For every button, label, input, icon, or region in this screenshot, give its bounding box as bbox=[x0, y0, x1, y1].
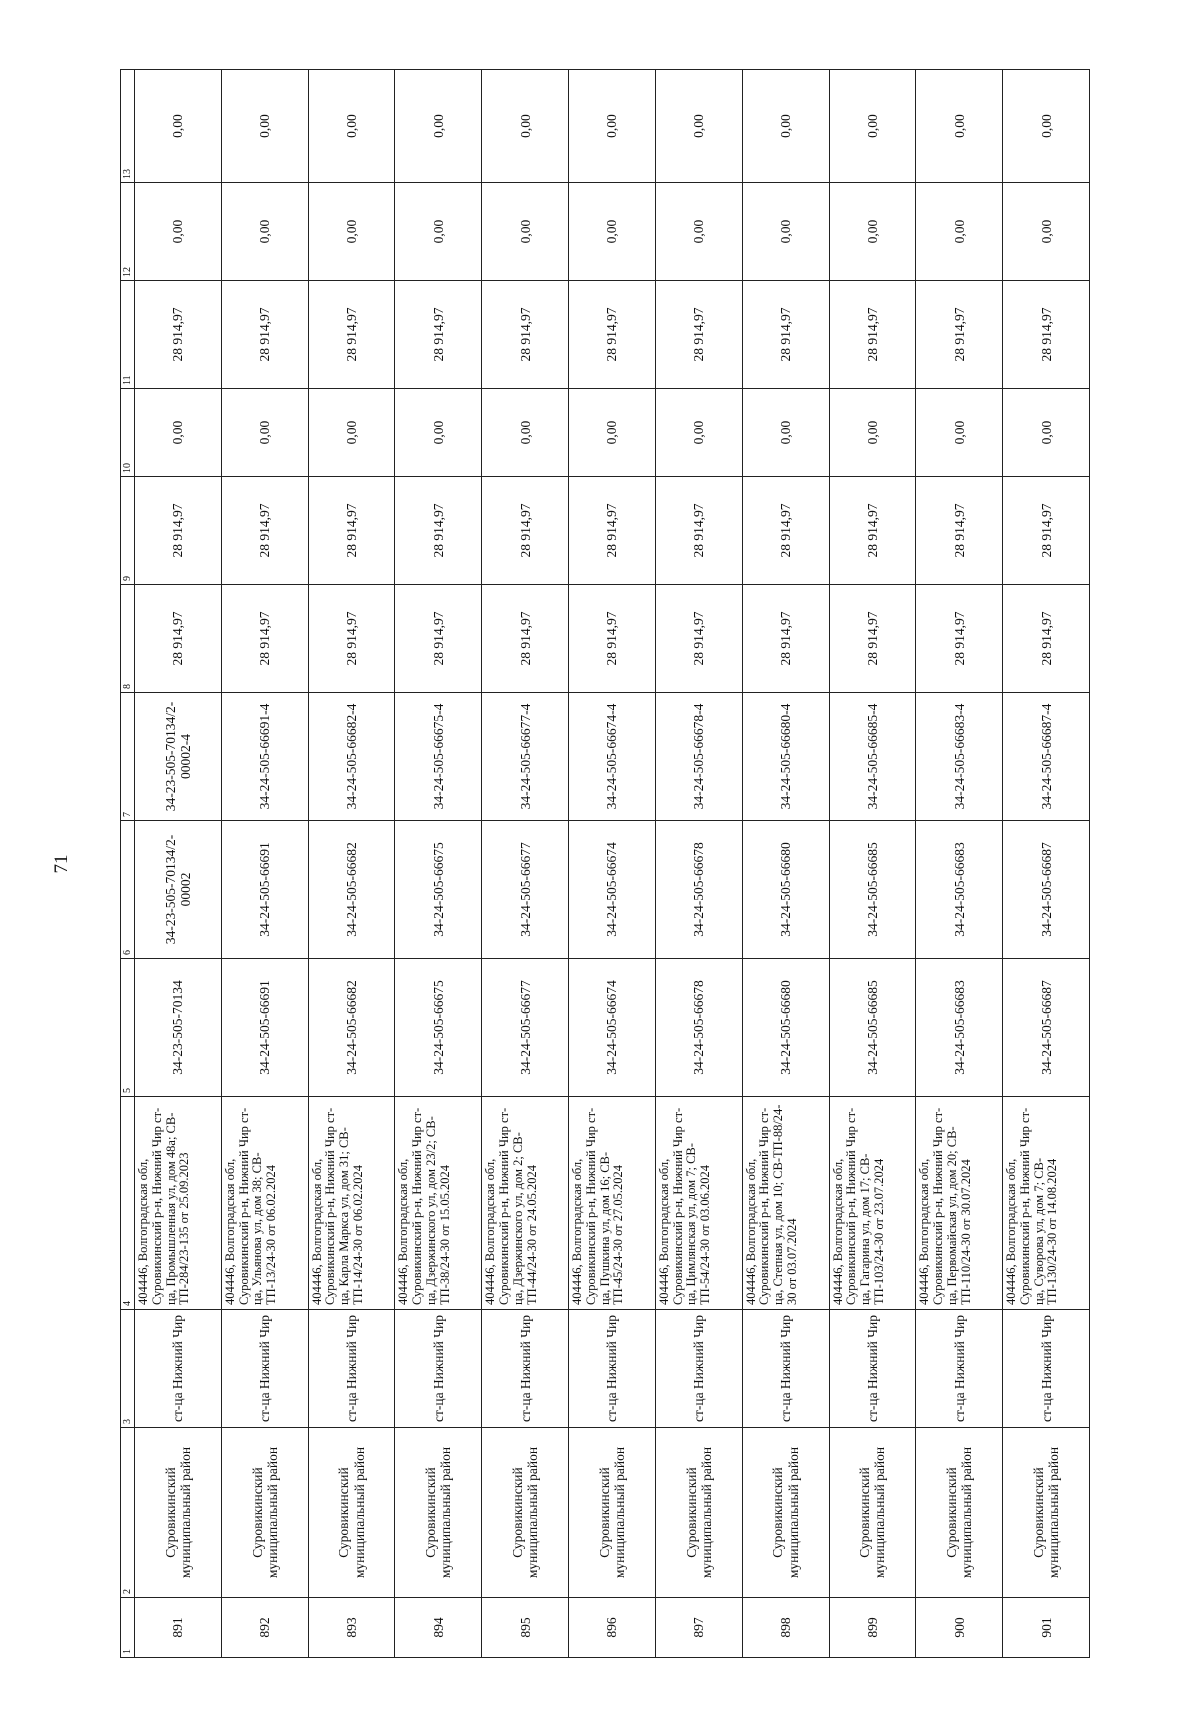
cell-amount-accrued: 28 914,97 bbox=[742, 477, 829, 585]
cell-amount-penalty: 0,00 bbox=[221, 183, 308, 281]
cell-district: Суровикинский муниципальный район bbox=[655, 1428, 742, 1598]
cell-address-contract: 404446, Волгоградская обл, Суровикинский р-н, Нижний Чир ст-ца, Дзержинского ул, дом 23/2; СВ-ТП-38/24-30 от 15.05.2024 bbox=[395, 1097, 482, 1310]
cell-amount-penalty: 0,00 bbox=[135, 183, 222, 281]
cell-settlement: ст-ца Нижний Чир bbox=[742, 1310, 829, 1428]
cell-cadastral-number: 34-24-505-66675 bbox=[395, 959, 482, 1097]
cell-address-contract: 404446, Волгоградская обл, Суровикинский р-н, Нижний Чир ст-ца, Цимлянская ул, дом 7; СВ-ТП-54/24-30 от 03.06.2024 bbox=[655, 1097, 742, 1310]
cell-settlement: ст-ца Нижний Чир bbox=[916, 1310, 1003, 1428]
column-header-amount-penalty: 12 bbox=[121, 183, 135, 281]
cell-settlement: ст-ца Нижний Чир bbox=[1003, 1310, 1090, 1428]
cell-account-id: 34-24-505-66677-4 bbox=[482, 693, 569, 821]
cell-account-id: 34-24-505-66680-4 bbox=[742, 693, 829, 821]
table-row bbox=[221, 70, 308, 1658]
cell-account-id: 34-24-505-66687-4 bbox=[1003, 693, 1090, 821]
cell-amount-accrued: 28 914,97 bbox=[569, 477, 656, 585]
column-header-amount-debt: 11 bbox=[121, 281, 135, 389]
cell-address-contract: 404446, Волгоградская обл, Суровикинский р-н, Нижний Чир ст-ца, Степная ул, дом 10; СВ-ТП-88/24-30 от 03.07.2024 bbox=[742, 1097, 829, 1310]
cell-amount-other: 0,00 bbox=[482, 70, 569, 183]
cell-cadastral-number: 34-24-505-66682 bbox=[308, 959, 395, 1097]
cell-amount-other: 0,00 bbox=[655, 70, 742, 183]
table-row bbox=[308, 70, 395, 1658]
cell-settlement: ст-ца Нижний Чир bbox=[135, 1310, 222, 1428]
column-header-object-id: 6 bbox=[121, 821, 135, 959]
cell-object-id: 34-24-505-66691 bbox=[221, 821, 308, 959]
column-header-amount-paid: 10 bbox=[121, 389, 135, 477]
cell-amount-debt: 28 914,97 bbox=[482, 281, 569, 389]
cell-amount-debt: 28 914,97 bbox=[569, 281, 656, 389]
cell-amount-penalty: 0,00 bbox=[1003, 183, 1090, 281]
cell-amount-accrued: 28 914,97 bbox=[829, 477, 916, 585]
cell-amount-accrued: 28 914,97 bbox=[135, 477, 222, 585]
table-body bbox=[135, 70, 1090, 1658]
cell-amount-total: 28 914,97 bbox=[742, 585, 829, 693]
cell-amount-debt: 28 914,97 bbox=[221, 281, 308, 389]
cell-district: Суровикинский муниципальный район bbox=[135, 1428, 222, 1598]
cell-account-id: 34-24-505-66683-4 bbox=[916, 693, 1003, 821]
cell-row-number: 894 bbox=[395, 1598, 482, 1658]
table-row bbox=[135, 70, 222, 1658]
column-header-district: 2 bbox=[121, 1428, 135, 1598]
cell-settlement: ст-ца Нижний Чир bbox=[395, 1310, 482, 1428]
table-row bbox=[1003, 70, 1090, 1658]
cell-account-id: 34-24-505-66691-4 bbox=[221, 693, 308, 821]
cell-amount-penalty: 0,00 bbox=[308, 183, 395, 281]
cell-address-contract: 404446, Волгоградская обл, Суровикинский р-н, Нижний Чир ст-ца, Промышленная ул, дом 48а; СВ-ТП-284/23-135 от 25.09.2023 bbox=[135, 1097, 222, 1310]
cell-amount-debt: 28 914,97 bbox=[395, 281, 482, 389]
cell-row-number: 893 bbox=[308, 1598, 395, 1658]
cell-amount-paid: 0,00 bbox=[655, 389, 742, 477]
cell-address-contract: 404446, Волгоградская обл, Суровикинский р-н, Нижний Чир ст-ца, Карла Маркса ул, дом 31; СВ-ТП-14/24-30 от 06.02.2024 bbox=[308, 1097, 395, 1310]
table-row bbox=[742, 70, 829, 1658]
cell-address-contract: 404446, Волгоградская обл, Суровикинский р-н, Нижний Чир ст-ца, Суворова ул, дом 7; СВ-ТП-130/24-30 от 14.08.2024 bbox=[1003, 1097, 1090, 1310]
cell-district: Суровикинский муниципальный район bbox=[221, 1428, 308, 1598]
cell-amount-paid: 0,00 bbox=[395, 389, 482, 477]
cell-object-id: 34-23-505-70134/2-00002 bbox=[135, 821, 222, 959]
cell-amount-total: 28 914,97 bbox=[308, 585, 395, 693]
cell-amount-accrued: 28 914,97 bbox=[1003, 477, 1090, 585]
cell-amount-accrued: 28 914,97 bbox=[655, 477, 742, 585]
cell-amount-paid: 0,00 bbox=[569, 389, 656, 477]
table-row bbox=[916, 70, 1003, 1658]
table-row bbox=[482, 70, 569, 1658]
cell-amount-penalty: 0,00 bbox=[829, 183, 916, 281]
cell-row-number: 891 bbox=[135, 1598, 222, 1658]
cell-cadastral-number: 34-24-505-66687 bbox=[1003, 959, 1090, 1097]
column-header-row-number: 1 bbox=[121, 1598, 135, 1658]
table-header bbox=[121, 70, 135, 1658]
cell-address-contract: 404446, Волгоградская обл, Суровикинский р-н, Нижний Чир ст-ца, Ульянова ул, дом 38; СВ-ТП-13/24-30 от 06.02.2024 bbox=[221, 1097, 308, 1310]
cell-row-number: 901 bbox=[1003, 1598, 1090, 1658]
cell-row-number: 895 bbox=[482, 1598, 569, 1658]
cell-district: Суровикинский муниципальный район bbox=[395, 1428, 482, 1598]
cell-amount-accrued: 28 914,97 bbox=[308, 477, 395, 585]
cell-amount-other: 0,00 bbox=[221, 70, 308, 183]
cell-amount-accrued: 28 914,97 bbox=[482, 477, 569, 585]
cell-object-id: 34-24-505-66683 bbox=[916, 821, 1003, 959]
cell-object-id: 34-24-505-66685 bbox=[829, 821, 916, 959]
cell-cadastral-number: 34-24-505-66691 bbox=[221, 959, 308, 1097]
page-number: 71 bbox=[51, 854, 72, 874]
cell-object-id: 34-24-505-66680 bbox=[742, 821, 829, 959]
cell-cadastral-number: 34-24-505-66677 bbox=[482, 959, 569, 1097]
cell-address-contract: 404446, Волгоградская обл, Суровикинский р-н, Нижний Чир ст-ца, Пушкина ул, дом 16; СВ-ТП-45/24-30 от 27.05.2024 bbox=[569, 1097, 656, 1310]
cell-row-number: 896 bbox=[569, 1598, 656, 1658]
cell-amount-debt: 28 914,97 bbox=[135, 281, 222, 389]
cell-amount-penalty: 0,00 bbox=[916, 183, 1003, 281]
cell-amount-total: 28 914,97 bbox=[395, 585, 482, 693]
cell-account-id: 34-24-505-66682-4 bbox=[308, 693, 395, 821]
cell-district: Суровикинский муниципальный район bbox=[569, 1428, 656, 1598]
column-header-account-id: 7 bbox=[121, 693, 135, 821]
cell-amount-penalty: 0,00 bbox=[482, 183, 569, 281]
cell-amount-accrued: 28 914,97 bbox=[916, 477, 1003, 585]
cell-settlement: ст-ца Нижний Чир bbox=[569, 1310, 656, 1428]
cell-row-number: 899 bbox=[829, 1598, 916, 1658]
cell-settlement: ст-ца Нижний Чир bbox=[221, 1310, 308, 1428]
cell-amount-debt: 28 914,97 bbox=[916, 281, 1003, 389]
cell-amount-accrued: 28 914,97 bbox=[395, 477, 482, 585]
cell-address-contract: 404446, Волгоградская обл, Суровикинский р-н, Нижний Чир ст-ца, Гагарина ул, дом 17; СВ-ТП-103/24-30 от 23.07.2024 bbox=[829, 1097, 916, 1310]
cell-object-id: 34-24-505-66674 bbox=[569, 821, 656, 959]
cell-amount-paid: 0,00 bbox=[221, 389, 308, 477]
cell-cadastral-number: 34-23-505-70134 bbox=[135, 959, 222, 1097]
cell-amount-other: 0,00 bbox=[395, 70, 482, 183]
cell-district: Суровикинский муниципальный район bbox=[482, 1428, 569, 1598]
cell-amount-total: 28 914,97 bbox=[916, 585, 1003, 693]
cell-amount-other: 0,00 bbox=[569, 70, 656, 183]
cell-amount-total: 28 914,97 bbox=[221, 585, 308, 693]
cell-amount-total: 28 914,97 bbox=[482, 585, 569, 693]
cell-address-contract: 404446, Волгоградская обл, Суровикинский р-н, Нижний Чир ст-ца, Дзержинского ул, дом 2; СВ-ТП-44/24-30 от 24.05.2024 bbox=[482, 1097, 569, 1310]
cell-object-id: 34-24-505-66687 bbox=[1003, 821, 1090, 959]
column-header-settlement: 3 bbox=[121, 1310, 135, 1428]
cell-account-id: 34-24-505-66685-4 bbox=[829, 693, 916, 821]
cell-account-id: 34-24-505-66674-4 bbox=[569, 693, 656, 821]
column-header-amount-total: 8 bbox=[121, 585, 135, 693]
header-row bbox=[121, 70, 135, 1658]
cell-amount-other: 0,00 bbox=[135, 70, 222, 183]
cell-amount-paid: 0,00 bbox=[742, 389, 829, 477]
cell-amount-debt: 28 914,97 bbox=[829, 281, 916, 389]
cell-district: Суровикинский муниципальный район bbox=[916, 1428, 1003, 1598]
cell-amount-debt: 28 914,97 bbox=[308, 281, 395, 389]
cell-amount-total: 28 914,97 bbox=[569, 585, 656, 693]
cell-cadastral-number: 34-24-505-66683 bbox=[916, 959, 1003, 1097]
cell-settlement: ст-ца Нижний Чир bbox=[308, 1310, 395, 1428]
cell-amount-other: 0,00 bbox=[308, 70, 395, 183]
table-row bbox=[569, 70, 656, 1658]
cell-amount-debt: 28 914,97 bbox=[742, 281, 829, 389]
table-row bbox=[655, 70, 742, 1658]
cell-cadastral-number: 34-24-505-66678 bbox=[655, 959, 742, 1097]
cell-object-id: 34-24-505-66677 bbox=[482, 821, 569, 959]
cell-object-id: 34-24-505-66678 bbox=[655, 821, 742, 959]
cell-row-number: 892 bbox=[221, 1598, 308, 1658]
cell-account-id: 34-24-505-66675-4 bbox=[395, 693, 482, 821]
cell-settlement: ст-ца Нижний Чир bbox=[829, 1310, 916, 1428]
cell-object-id: 34-24-505-66675 bbox=[395, 821, 482, 959]
cell-settlement: ст-ца Нижний Чир bbox=[482, 1310, 569, 1428]
cell-cadastral-number: 34-24-505-66674 bbox=[569, 959, 656, 1097]
cell-amount-paid: 0,00 bbox=[135, 389, 222, 477]
cell-amount-other: 0,00 bbox=[829, 70, 916, 183]
cell-amount-penalty: 0,00 bbox=[395, 183, 482, 281]
cell-amount-other: 0,00 bbox=[742, 70, 829, 183]
cell-cadastral-number: 34-24-505-66685 bbox=[829, 959, 916, 1097]
cell-amount-total: 28 914,97 bbox=[135, 585, 222, 693]
column-header-amount-other: 13 bbox=[121, 70, 135, 183]
cell-district: Суровикинский муниципальный район bbox=[742, 1428, 829, 1598]
cell-object-id: 34-24-505-66682 bbox=[308, 821, 395, 959]
cell-amount-debt: 28 914,97 bbox=[1003, 281, 1090, 389]
cell-amount-paid: 0,00 bbox=[1003, 389, 1090, 477]
table-row bbox=[395, 70, 482, 1658]
cell-district: Суровикинский муниципальный район bbox=[829, 1428, 916, 1598]
cell-account-id: 34-24-505-66678-4 bbox=[655, 693, 742, 821]
cell-amount-penalty: 0,00 bbox=[655, 183, 742, 281]
cell-amount-total: 28 914,97 bbox=[655, 585, 742, 693]
cell-account-id: 34-23-505-70134/2-00002-4 bbox=[135, 693, 222, 821]
cell-amount-paid: 0,00 bbox=[308, 389, 395, 477]
cell-district: Суровикинский муниципальный район bbox=[1003, 1428, 1090, 1598]
cell-cadastral-number: 34-24-505-66680 bbox=[742, 959, 829, 1097]
column-header-cadastral-number: 5 bbox=[121, 959, 135, 1097]
cell-address-contract: 404446, Волгоградская обл, Суровикинский р-н, Нижний Чир ст-ца, Первомайская ул, дом 20; СВ-ТП-110/24-30 от 30.07.2024 bbox=[916, 1097, 1003, 1310]
table-row bbox=[829, 70, 916, 1658]
column-header-amount-accrued: 9 bbox=[121, 477, 135, 585]
cell-amount-total: 28 914,97 bbox=[1003, 585, 1090, 693]
cell-row-number: 898 bbox=[742, 1598, 829, 1658]
cell-settlement: ст-ца Нижний Чир bbox=[655, 1310, 742, 1428]
cell-amount-penalty: 0,00 bbox=[742, 183, 829, 281]
cell-amount-other: 0,00 bbox=[916, 70, 1003, 183]
data-table bbox=[120, 69, 1090, 1658]
cell-amount-paid: 0,00 bbox=[916, 389, 1003, 477]
column-header-address-contract: 4 bbox=[121, 1097, 135, 1310]
cell-amount-debt: 28 914,97 bbox=[655, 281, 742, 389]
cell-district: Суровикинский муниципальный район bbox=[308, 1428, 395, 1598]
cell-amount-penalty: 0,00 bbox=[569, 183, 656, 281]
cell-amount-accrued: 28 914,97 bbox=[221, 477, 308, 585]
cell-row-number: 897 bbox=[655, 1598, 742, 1658]
cell-amount-paid: 0,00 bbox=[829, 389, 916, 477]
cell-amount-paid: 0,00 bbox=[482, 389, 569, 477]
cell-row-number: 900 bbox=[916, 1598, 1003, 1658]
cell-amount-other: 0,00 bbox=[1003, 70, 1090, 183]
rotated-table-wrapper bbox=[120, 70, 1090, 1658]
cell-amount-total: 28 914,97 bbox=[829, 585, 916, 693]
